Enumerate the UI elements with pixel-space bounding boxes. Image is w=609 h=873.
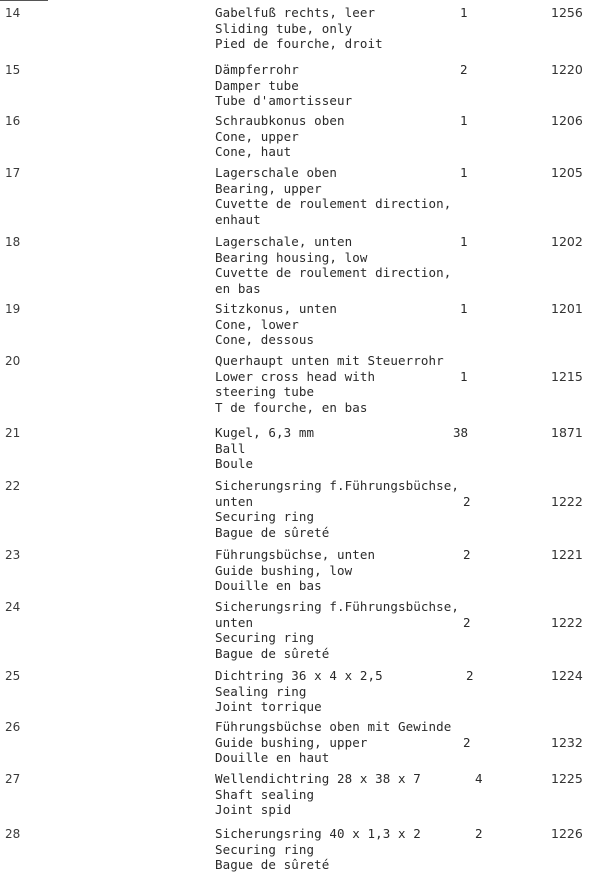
item-description xyxy=(215,165,451,227)
part-number: 1871 xyxy=(551,425,583,440)
item-number: 23 xyxy=(5,548,21,562)
item-quantity: 2 xyxy=(466,668,474,683)
description-line: Douille en haut xyxy=(215,750,330,765)
item-number: 18 xyxy=(5,235,21,249)
description-line: Cone, dessous xyxy=(215,332,315,347)
item-number: 21 xyxy=(5,426,21,440)
item-number: 17 xyxy=(5,166,21,180)
description-line: Boule xyxy=(215,456,254,471)
description-line: Ball xyxy=(215,440,246,456)
part-number: 1220 xyxy=(551,62,583,77)
description-line: Pied de fourche, droit xyxy=(215,36,383,51)
part-number: 1232 xyxy=(551,734,583,750)
description-line: Joint torrique xyxy=(215,699,322,714)
description-line: Sicherungsring f.Führungsbüchse, xyxy=(215,478,460,493)
item-quantity: 2 xyxy=(463,734,471,750)
description-line: Querhaupt unten mit Steuerrohr xyxy=(215,353,444,368)
description-line: Cone, haut xyxy=(215,144,292,159)
part-number: 1222 xyxy=(551,493,583,509)
item-description xyxy=(215,719,451,766)
item-number: 14 xyxy=(5,6,21,20)
part-number: 1215 xyxy=(551,368,583,384)
item-description xyxy=(215,478,459,540)
description-line: Damper tube xyxy=(215,77,299,93)
item-description xyxy=(215,599,459,661)
item-description xyxy=(215,5,383,52)
item-description xyxy=(215,771,421,818)
description-line: Gabelfuß rechts, leer xyxy=(215,5,376,20)
description-line: Lagerschale oben xyxy=(215,165,338,180)
description-line: Bague de sûreté xyxy=(215,857,330,872)
description-line: en bas xyxy=(215,280,261,296)
item-number: 27 xyxy=(5,772,21,786)
item-number: 20 xyxy=(5,354,21,368)
item-quantity: 1 xyxy=(460,165,468,180)
description-line: Guide bushing, upper xyxy=(215,734,368,750)
description-line: Lower cross head with xyxy=(215,368,376,384)
description-line: enhaut xyxy=(215,211,261,227)
item-description xyxy=(215,547,375,594)
item-description xyxy=(215,234,451,296)
description-line: Tube d'amortisseur xyxy=(215,93,353,108)
description-line: unten xyxy=(215,493,254,509)
part-number: 1202 xyxy=(551,234,583,249)
description-line: Kugel, 6,3 mm xyxy=(215,425,315,440)
description-line: Joint spid xyxy=(215,802,292,817)
item-description xyxy=(215,113,345,160)
item-number: 15 xyxy=(5,63,21,77)
description-line: Dämpferrohr xyxy=(215,62,299,77)
description-line: Führungsbüchse, unten xyxy=(215,547,376,562)
item-quantity: 4 xyxy=(475,771,483,786)
item-number: 26 xyxy=(5,720,21,734)
description-line: Cuvette de roulement direction, xyxy=(215,196,452,211)
item-description xyxy=(215,62,352,109)
description-line: Shaft sealing xyxy=(215,786,315,802)
description-line: steering tube xyxy=(215,384,315,399)
item-number: 22 xyxy=(5,479,21,493)
description-line: Cone, lower xyxy=(215,316,299,332)
item-quantity: 2 xyxy=(460,62,468,77)
item-description xyxy=(215,425,314,472)
part-number: 1256 xyxy=(551,5,583,20)
description-line: Cone, upper xyxy=(215,128,299,144)
description-line: unten xyxy=(215,614,254,630)
item-quantity: 2 xyxy=(463,614,471,630)
description-line: Securing ring xyxy=(215,509,315,524)
part-number: 1221 xyxy=(551,547,583,562)
description-line: Führungsbüchse oben mit Gewinde xyxy=(215,719,452,734)
part-number: 1205 xyxy=(551,165,583,180)
item-quantity: 2 xyxy=(463,547,471,562)
item-number: 24 xyxy=(5,600,21,614)
description-line: Securing ring xyxy=(215,841,315,857)
description-line: T de fourche, en bas xyxy=(215,399,368,415)
item-quantity: 38 xyxy=(453,425,469,440)
item-number: 16 xyxy=(5,114,21,128)
description-line: Bague de sûreté xyxy=(215,645,330,661)
part-number: 1222 xyxy=(551,614,583,630)
item-number: 19 xyxy=(5,302,21,316)
item-description xyxy=(215,668,383,715)
description-line: Sicherungsring f.Führungsbüchse, xyxy=(215,599,460,614)
description-line: Sicherungsring 40 x 1,3 x 2 xyxy=(215,826,421,841)
part-number: 1226 xyxy=(551,826,583,841)
item-description xyxy=(215,353,444,415)
description-line: Sealing ring xyxy=(215,683,307,699)
description-line: Guide bushing, low xyxy=(215,562,353,578)
item-description xyxy=(215,826,421,873)
item-number: 28 xyxy=(5,827,21,841)
item-quantity: 1 xyxy=(460,113,468,128)
description-line: Lagerschale, unten xyxy=(215,234,353,249)
description-line: Sliding tube, only xyxy=(215,20,353,36)
item-description xyxy=(215,301,337,348)
item-quantity: 1 xyxy=(460,368,468,384)
item-quantity: 1 xyxy=(460,301,468,316)
description-line: Wellendichtring 28 x 38 x 7 xyxy=(215,771,421,786)
description-line: Bearing, upper xyxy=(215,180,322,196)
item-number: 25 xyxy=(5,669,21,683)
part-number: 1224 xyxy=(551,668,583,683)
description-line: Dichtring 36 x 4 x 2,5 xyxy=(215,668,383,683)
description-line: Bearing housing, low xyxy=(215,249,368,265)
description-line: Securing ring xyxy=(215,630,315,645)
item-quantity: 1 xyxy=(460,5,468,20)
part-number: 1206 xyxy=(551,113,583,128)
description-line: Schraubkonus oben xyxy=(215,113,345,128)
item-quantity: 2 xyxy=(475,826,483,841)
description-line: Sitzkonus, unten xyxy=(215,301,338,316)
part-number: 1201 xyxy=(551,301,583,316)
description-line: Cuvette de roulement direction, xyxy=(215,265,452,280)
description-line: Douille en bas xyxy=(215,578,322,593)
item-quantity: 2 xyxy=(463,493,471,509)
part-number: 1225 xyxy=(551,771,583,786)
description-line: Bague de sûreté xyxy=(215,524,330,540)
item-quantity: 1 xyxy=(460,234,468,249)
